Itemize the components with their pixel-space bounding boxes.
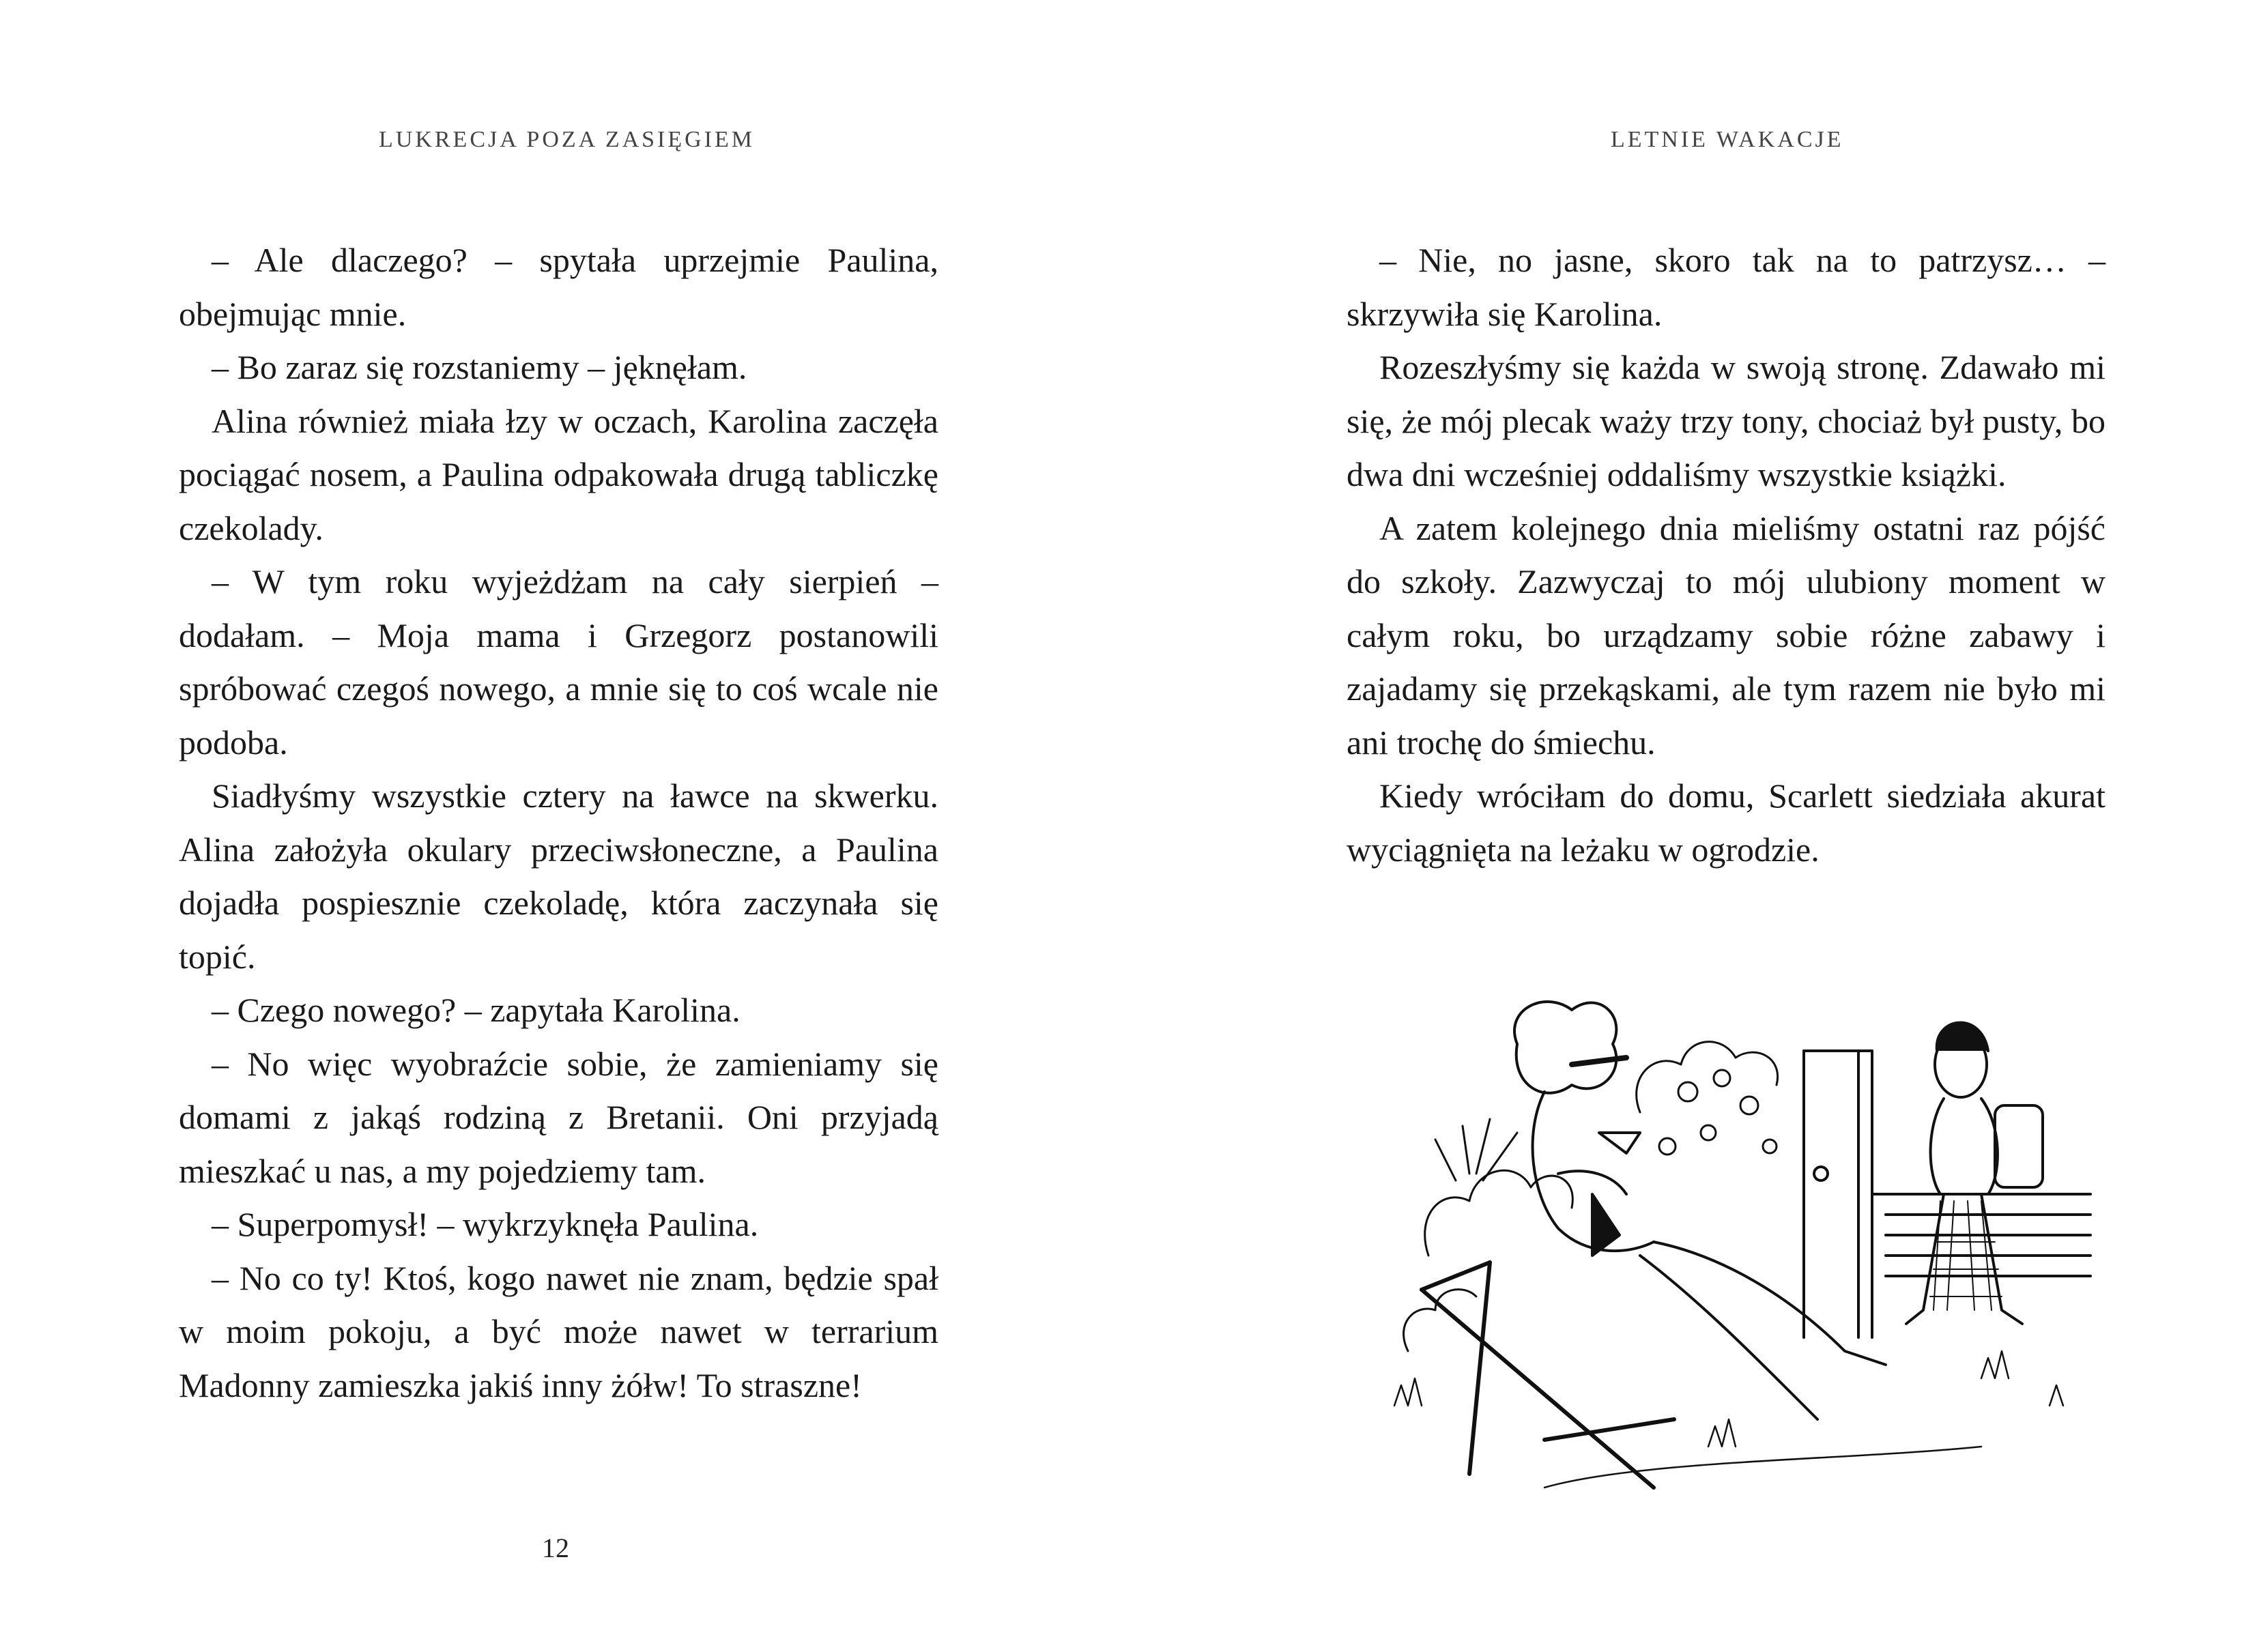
- paragraph: – Bo zaraz się rozstaniemy – jęknęłam.: [212, 348, 747, 386]
- paragraph: – Czego nowego? – zapytała Karolina.: [212, 991, 741, 1029]
- right-page: [1128, 0, 2256, 1652]
- paragraph: Rozeszłyśmy się każda w swoją stronę. Zdawało mi się, że mój plecak waży trzy tony, chociaż był pusty, bo dwa dni wcześniej oddaliśmy wszystkie książki.: [1347, 348, 2105, 493]
- woman-in-deck-chair: [1514, 1002, 1886, 1419]
- paragraph: Alina również miała łzy w oczach, Karolina zaczęła pociągać nosem, a Paulina odpakowała drugą tabliczkę czekolady.: [179, 401, 938, 547]
- paragraph: Kiedy wróciłam do domu, Scarlett siedziała akurat wyciągnięta na leżaku w ogrodzie.: [1347, 777, 2105, 869]
- left-page-text: [179, 233, 938, 1412]
- paragraph: – Nie, no jasne, skoro tak na to patrzysz… – skrzywiła się Karolina.: [1347, 241, 2105, 333]
- paragraph: – No co ty! Ktoś, kogo nawet nie znam, będzie spał w moim pokoju, a być może nawet w terrarium Madonny zamieszka jakiś inny żółw! To straszne!: [179, 1258, 938, 1404]
- deck-chair: [1422, 1262, 1674, 1488]
- girl-with-backpack: [1906, 1023, 2043, 1324]
- paragraph: – W tym roku wyjeżdżam na cały sierpień – dodałam. – Moja mama i Grzegorz postanowili spróbować czegoś nowego, a mnie się to coś wcale nie podoba.: [179, 562, 938, 762]
- grass: [1394, 1351, 2063, 1488]
- garden-illustration: [1367, 969, 2131, 1494]
- page-number: 12: [542, 1533, 569, 1563]
- running-head-left: LUKRECJA POZA ZASIĘGIEM: [379, 127, 756, 152]
- right-page-text: [1347, 233, 2105, 876]
- left-page: [0, 0, 1128, 1652]
- running-head-right: LETNIE WAKACJE: [1611, 127, 1844, 152]
- paragraph: – No więc wyobraźcie sobie, że zamieniamy się domami z jakąś rodziną z Bretanii. Oni przyjadą mieszkać u nas, a my pojedziemy tam.: [179, 1044, 938, 1190]
- paragraph: A zatem kolejnego dnia mieliśmy ostatni raz pójść do szkoły. Zazwyczaj to mój ulubiony moment w całym roku, bo urządzamy sobie różne zabawy i zajadamy się przekąskami, ale tym razem nie było mi ani trochę do śmiechu.: [1347, 508, 2105, 762]
- paragraph: – Superpomysł! – wykrzyknęła Paulina.: [212, 1205, 759, 1243]
- paragraph: – Ale dlaczego? – spytała uprzejmie Paulina, obejmując mnie.: [179, 241, 938, 333]
- paragraph: Siadłyśmy wszystkie cztery na ławce na skwerku. Alina założyła okulary przeciwsłoneczne, a Paulina dojadła pospiesznie czekoladę, która zaczynała się topić.: [179, 777, 938, 976]
